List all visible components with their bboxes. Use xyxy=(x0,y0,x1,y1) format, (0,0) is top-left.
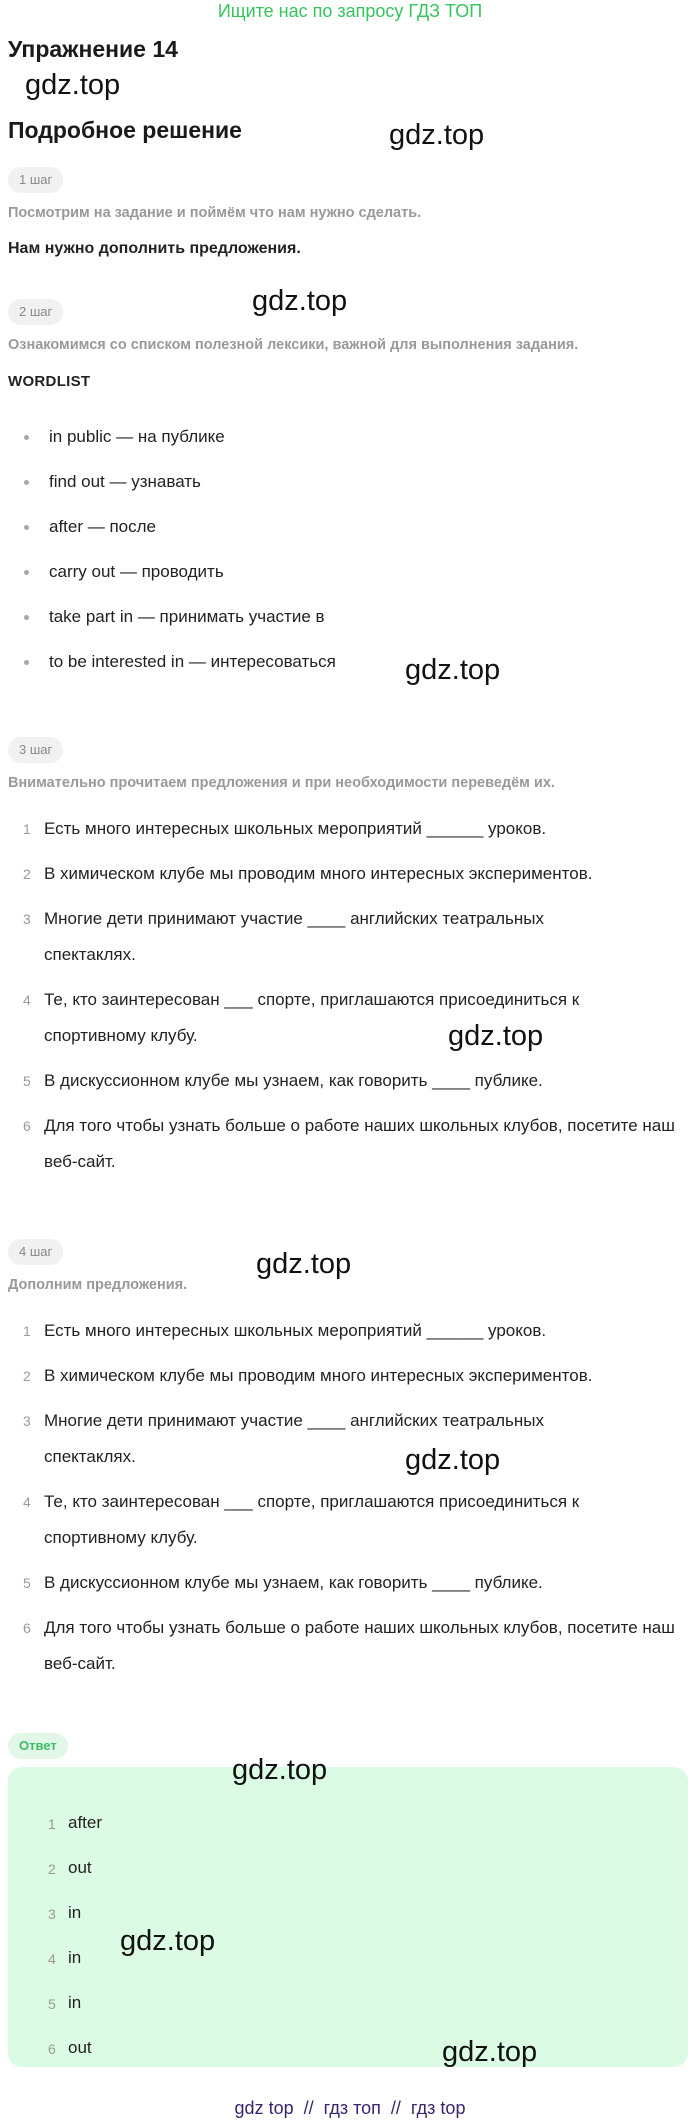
bullet-icon xyxy=(24,615,29,620)
sentence-item: 3 Многие дети принимают участие ____ английских театральных спектаклях. xyxy=(23,1411,545,1466)
sentence-item: 6 Для того чтобы узнать больше о работе наших школьных клубов, посетите наш веб-сайт. xyxy=(23,1618,675,1673)
sentence-item: 2 В химическом клубе мы проводим много интересных экспериментов. xyxy=(23,864,593,883)
sentence-item: 5 В дискуссионном клубе мы узнаем, как говорить ____ публике. xyxy=(23,1071,543,1090)
watermark: gdz.top xyxy=(25,69,121,101)
wordlist-item: to be interested in — интересоваться xyxy=(22,651,336,696)
wordlist-item: take part in — принимать участие в xyxy=(22,606,336,651)
wordlist-item: in public — на публике xyxy=(22,426,336,471)
sentence-item: 3 Многие дети принимают участие ____ английских театральных спектаклях. xyxy=(23,909,545,964)
step-4-hint: Дополним предложения. xyxy=(8,1277,188,1293)
watermark: gdz.top xyxy=(405,1444,501,1476)
page-title: Упражнение 14 xyxy=(8,36,178,62)
sentence-item: 1 Есть много интересных школьных мероприятий ______ уроков. xyxy=(23,819,547,838)
sentence-item: 6 Для того чтобы узнать больше о работе наших школьных клубов, посетите наш веб-сайт. xyxy=(23,1116,675,1171)
bullet-icon xyxy=(24,435,29,440)
bullet-icon xyxy=(24,525,29,530)
answer-item: 1 after xyxy=(48,1813,103,1832)
watermark: gdz.top xyxy=(232,1754,328,1786)
step-2-badge: 2 шаг xyxy=(8,299,63,325)
watermark: gdz.top xyxy=(252,285,348,317)
bullet-icon xyxy=(24,570,29,575)
answer-badge: Ответ xyxy=(8,1733,68,1759)
wordlist-item: after — после xyxy=(22,516,336,561)
watermark: gdz.top xyxy=(256,1248,352,1280)
step-4-sentences xyxy=(8,1313,696,1691)
search-banner[interactable]: Ищите нас по запросу ГДЗ ТОП xyxy=(217,1,483,21)
sentence-item: 5 В дискуссионном клубе мы узнаем, как говорить ____ публике. xyxy=(23,1573,543,1592)
step-4-badge: 4 шаг xyxy=(8,1239,63,1265)
step-1-hint: Посмотрим на задание и поймём что нам нужно сделать. xyxy=(8,205,422,221)
wordlist-item: carry out — проводить xyxy=(22,561,336,606)
sentence-item: 4 Те, кто заинтересован ___ спорте, приглашаются присоединиться к спортивному клубу. xyxy=(23,990,580,1045)
footer-links[interactable]: gdz top // гдз топ // гдз top xyxy=(234,2098,466,2118)
step-3-sentences xyxy=(8,811,696,1189)
answer-item: 4 in xyxy=(48,1948,82,1967)
bullet-icon xyxy=(24,480,29,485)
answer-list xyxy=(39,1812,102,2082)
step-3-badge: 3 шаг xyxy=(8,737,63,763)
wordlist-item: find out — узнавать xyxy=(22,471,336,516)
solution-title: Подробное решение xyxy=(8,117,242,143)
watermark: gdz.top xyxy=(389,119,485,151)
sentence-item: 1 Есть много интересных школьных мероприятий ______ уроков. xyxy=(23,1321,547,1340)
bullet-icon xyxy=(24,660,29,665)
sentence-item: 2 В химическом клубе мы проводим много интересных экспериментов. xyxy=(23,1366,593,1385)
step-3-hint: Внимательно прочитаем предложения и при необходимости переведём их. xyxy=(8,775,555,791)
answer-item: 3 in xyxy=(48,1903,82,1922)
wordlist-heading: WORDLIST xyxy=(8,373,91,390)
watermark: gdz.top xyxy=(442,2036,538,2068)
step-1-text: Нам нужно дополнить предложения. xyxy=(8,240,301,257)
step-2-hint: Ознакомимся со списком полезной лексики, важной для выполнения задания. xyxy=(8,337,579,353)
step-1-badge: 1 шаг xyxy=(8,167,63,193)
watermark: gdz.top xyxy=(120,1925,216,1957)
wordlist xyxy=(22,426,336,696)
watermark: gdz.top xyxy=(448,1020,544,1052)
answer-item: 6 out xyxy=(48,2038,92,2057)
watermark: gdz.top xyxy=(405,654,501,686)
answer-item: 2 out xyxy=(48,1858,92,1877)
answer-box xyxy=(8,1767,688,2067)
answer-item: 5 in xyxy=(48,1993,82,2012)
sentence-item: 4 Те, кто заинтересован ___ спорте, приглашаются присоединиться к спортивному клубу. xyxy=(23,1492,580,1547)
